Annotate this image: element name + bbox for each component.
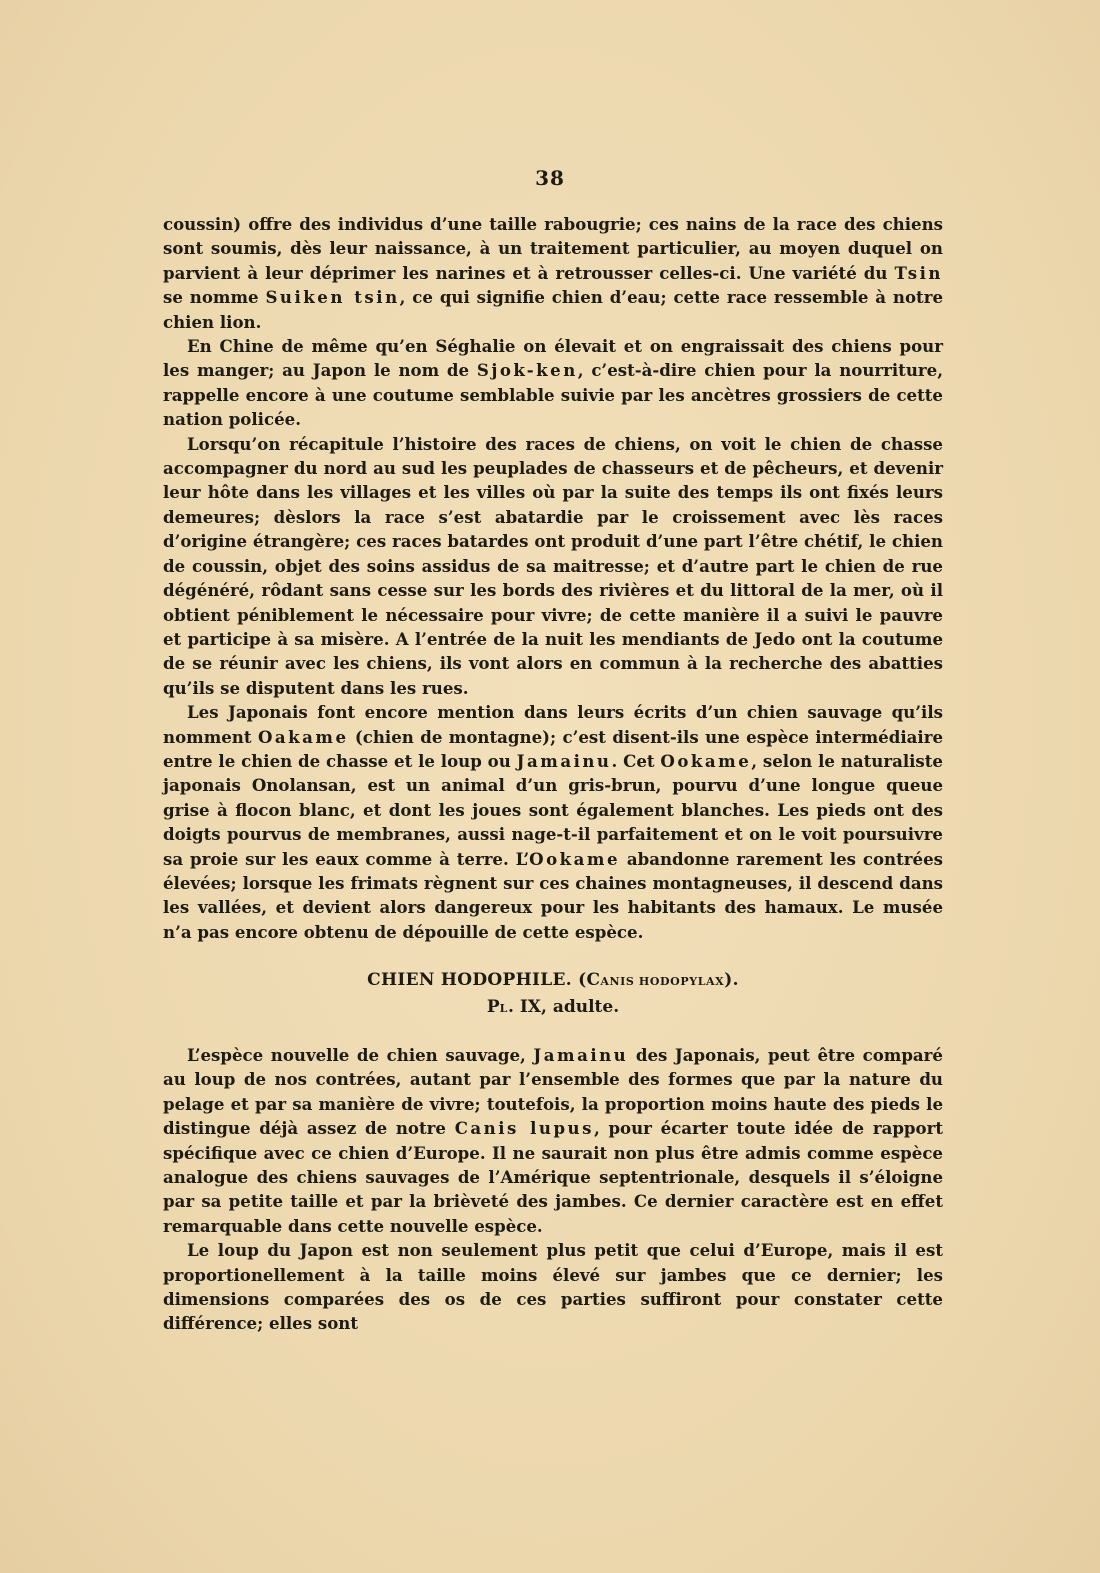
text-run: . Cet	[611, 750, 661, 771]
paragraph-3: Lorsqu’on récapitule l’histoire des races de chiens, on voit le chien de chasse accompagner du nord au sud les peuplades de chasseurs et de pêcheurs, et devenir leur hôte dans les villages et les villes où par la suite des temps ils ont fixés leurs demeures; dèslors la race s’est abatardie par le croissement avec lès races d’origine étrangère; ces races batardes ont produit d’une part l’être chétif, le chien de coussin, objet des soins assidus de sa maitresse; et d’autre part le chien de rue dégénéré, rôdant sans cesse sur les bords des rivières et du littoral de la mer, où il obtient péniblement le nécessaire pour vivre; de cette manière il a suivi le pauvre et participe à sa misère. A l’entrée de la nuit les mendiants de Jedo ont la coutume de se réunir avec les chiens, ils vont alors en commun à la recherche des abatties qu’ils se disputent dans les rues.	[163, 433, 943, 698]
plate-rest: . IX, adulte.	[508, 997, 620, 1017]
plate-reference	[163, 997, 943, 1017]
section-title-close: ).	[724, 970, 739, 990]
term-jamainu: Jamainu	[533, 1045, 629, 1065]
plate-abbrev-l: L	[499, 1002, 508, 1015]
text-run: , pour écarter toute idée de rapport spécifique avec ce chien d’Europe. Il ne saurait non plus être admis comme espèce analogue des chiens sauvages de l’Amérique septentrionale, desquels il s’éloigne par sa petite taille et par la brièveté des jambes. Ce dernier caractère est en effet remarquable dans cette nouvelle espèce.	[163, 1118, 943, 1236]
plate-abbrev-p: P	[486, 997, 500, 1017]
term-tsin: Tsin	[894, 262, 943, 283]
text-run: Les Japonais font encore mention dans leurs écrits d’un chien sauvage qu’ils nomment	[163, 702, 943, 747]
text-block-bottom	[163, 1043, 943, 1336]
section-title-latin: ANIS HODOPYLAX	[600, 975, 725, 988]
text-run: coussin) offre des individus d’une taille rabougrie; ces nains de la race des chiens sont soumis, dès leur naissance, à un traitement particulier, au moyen duquel on parvient à leur déprimer les narines et à retrousser celles-ci. Une variété du	[163, 214, 943, 283]
text-block-top	[163, 212, 943, 944]
term-ookame: Ookame	[660, 750, 752, 771]
text-run: se nomme	[163, 287, 266, 308]
term-ookame: Ookame	[529, 848, 620, 869]
section-title-open: (C	[571, 970, 601, 990]
section-title-main: CHIEN HODOPHILE.	[367, 970, 572, 990]
text-run: (chien de montagne); c’est disent-ils une espèce intermédiaire entre le chien de chasse et le loup ou	[163, 726, 943, 771]
section-title	[163, 970, 943, 990]
paragraph-4	[163, 700, 943, 944]
text-run: , c’est-à-dire chien pour la nourriture, rappelle encore à une coutume semblable suivie par les ancètres grossiers de cette nation policée.	[163, 360, 943, 430]
term-suiken-tsin: Suiken tsin	[265, 287, 400, 308]
page-number: 38	[535, 166, 565, 190]
text-run: , selon le naturaliste japonais Onolansan, est un animal d’un gris-brun, pourvu d’une longue queue grise à flocon blanc, et dont les joues sont également blanches. Les pieds ont des doigts pourvus de membranes, aussi nage-t-il parfaitement et on le voit poursuivre sa proie sur les eaux comme à terre. L’	[163, 750, 943, 869]
paragraph-6: Le loup du Japon est non seulement plus petit que celui d’Europe, mais il est proportionellement à la taille moins élevé sur jambes que ce dernier; les dimensions comparées des os de ces parties suffiront pour constater cette différence; elles sont	[163, 1240, 943, 1334]
term-jamainu: Jamainu	[516, 750, 612, 771]
term-canis-lupus: Canis lupus	[454, 1118, 594, 1139]
term-oakame: Oakame	[257, 726, 349, 747]
text-run: abandonne rarement les contrées élevées; lorsque les frimats règnent sur ces chaines montagneuses, il descend dans les vallées, et devient alors dangereux pour les habitants des hamaux. Le musée n’a pas encore obtenu de dépouille de cette espèce.	[163, 848, 943, 942]
text-run: En Chine de même qu’en Séghalie on élevait et on engraissait des chiens pour les manger; au Japon le nom de	[163, 336, 943, 381]
paragraph-1	[163, 212, 943, 334]
text-run: L’espèce nouvelle de chien sauvage,	[187, 1045, 534, 1065]
paragraph-2	[163, 334, 943, 432]
text-run: des Japonais, peut être comparé au loup de nos contrées, autant par l’ensemble des formes que par la nature du pelage et par sa manière de vivre; toutefois, la proportion moins haute des pieds le distingue déjà assez de notre	[163, 1045, 943, 1139]
term-sjok-ken: Sjok-ken	[476, 360, 578, 381]
text-run: , ce qui signifie chien d’eau; cette race ressemble à notre chien lion.	[163, 287, 944, 332]
paragraph-5	[163, 1043, 943, 1238]
